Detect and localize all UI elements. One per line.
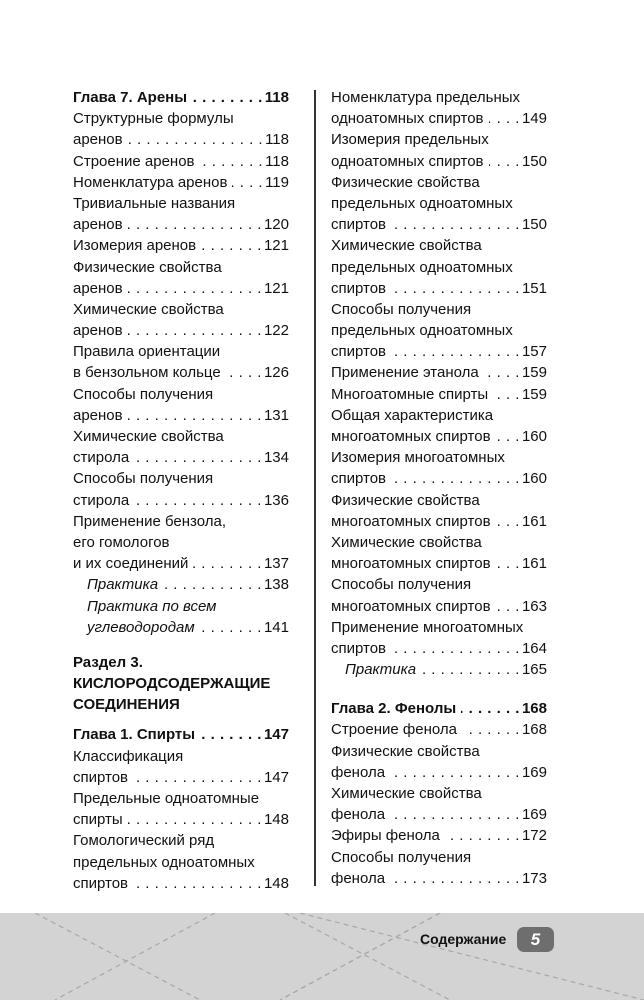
dot-leader	[461, 698, 520, 719]
entry-title: Способы получения	[331, 848, 472, 866]
page-number: 147	[263, 726, 289, 744]
toc-entry	[331, 172, 547, 236]
entry-title: Эфиры фенола	[331, 827, 440, 845]
page-number: 157	[521, 343, 547, 361]
entry-title: Многоатомные спирты	[331, 385, 489, 403]
entry-title: Глава 7. Арены	[73, 89, 188, 106]
running-head-title: Содержание	[420, 931, 507, 947]
entry-title: многоатомных спиртов	[331, 428, 491, 445]
dot-leader	[391, 638, 520, 659]
page-number: 150	[521, 152, 547, 170]
page-number: 169	[521, 763, 547, 781]
page-number: 131	[263, 406, 289, 424]
toc-line	[331, 299, 547, 320]
toc-entry	[73, 151, 289, 172]
page-number-badge: 5	[517, 927, 554, 952]
entry-title: Практика по всем	[87, 597, 217, 615]
page-number: 118	[265, 131, 289, 149]
entry-title: углеводородам	[87, 618, 195, 636]
entry-title: спиртов	[331, 279, 387, 297]
dot-leader	[489, 151, 520, 172]
page-number: 173	[521, 869, 547, 887]
entry-title: аренов	[73, 279, 123, 297]
dot-leader	[493, 384, 520, 405]
toc-entry	[73, 596, 289, 638]
toc-entry	[73, 468, 289, 510]
toc-line	[73, 193, 289, 214]
toc-entry	[73, 830, 289, 894]
toc-line	[73, 694, 289, 715]
toc-line	[73, 652, 289, 673]
toc-entry	[331, 299, 547, 363]
page-number: 161	[521, 555, 547, 573]
entry-title: одноатомных спиртов	[331, 152, 484, 170]
entry-title: Способы получения	[73, 470, 214, 488]
entry-title: Тривиальные названия	[73, 194, 236, 212]
toc-line	[331, 804, 547, 825]
toc-line	[331, 235, 547, 256]
toc-line	[331, 151, 547, 172]
entry-title: его гомологов	[73, 533, 170, 551]
page-number: 169	[521, 806, 547, 824]
toc-line	[73, 788, 289, 809]
entry-title: Правила ориентации	[73, 343, 221, 361]
toc-entry	[331, 87, 547, 129]
toc-line	[73, 426, 289, 447]
entry-title: аренов	[73, 406, 123, 424]
entry-title: Глава 1. Спирты	[73, 726, 196, 744]
page-number: 121	[263, 279, 289, 297]
toc-line	[331, 468, 547, 489]
dot-leader	[163, 574, 262, 595]
toc-line	[87, 574, 289, 595]
page-number: 120	[263, 216, 289, 234]
entry-title: Применение многоатомных	[331, 618, 524, 636]
toc-line	[331, 762, 547, 783]
entry-title: Номенклатура предельных	[331, 89, 521, 106]
dot-leader	[390, 762, 520, 783]
toc-line	[331, 405, 547, 426]
dot-leader	[391, 214, 520, 235]
entry-title: многоатомных спиртов	[331, 597, 491, 615]
spacer	[73, 638, 289, 652]
toc-line	[73, 172, 289, 193]
toc-entry	[73, 172, 289, 193]
toc-line	[73, 129, 289, 150]
toc-line	[87, 617, 289, 638]
section-heading	[73, 652, 289, 716]
toc-entry	[73, 108, 289, 150]
toc-entry	[331, 659, 547, 680]
toc-line	[73, 87, 289, 108]
entry-title: КИСЛОРОДСОДЕРЖАЩИЕ	[73, 675, 271, 693]
dot-leader	[133, 873, 262, 894]
toc-entry	[73, 257, 289, 299]
entry-title: Химические свойства	[331, 785, 482, 802]
page-number: 164	[521, 639, 547, 657]
entry-title: спиртов	[331, 216, 387, 234]
toc-line	[73, 151, 289, 172]
dot-leader	[421, 659, 520, 680]
entry-title: предельных одноатомных	[331, 194, 513, 212]
toc-line	[73, 278, 289, 299]
entry-title: Предельные одноатомные	[73, 790, 260, 807]
dot-leader	[391, 468, 520, 489]
toc-line	[331, 783, 547, 804]
toc-line	[331, 87, 547, 108]
page-number: 119	[265, 173, 289, 191]
toc-line	[331, 490, 547, 511]
toc-entry	[331, 362, 547, 383]
entry-title: Способы получения	[331, 300, 472, 318]
dot-leader	[134, 490, 262, 511]
toc-line	[345, 659, 547, 680]
toc-entry	[73, 511, 289, 575]
toc-line	[331, 362, 547, 383]
entry-title: Классификация	[73, 747, 184, 765]
toc-line	[73, 299, 289, 320]
page-number: 134	[263, 449, 289, 467]
toc-line	[331, 741, 547, 762]
toc-line	[73, 214, 289, 235]
toc-left-column	[73, 87, 289, 894]
toc-line	[73, 809, 289, 830]
dot-leader	[193, 553, 262, 574]
toc-line	[73, 830, 289, 851]
entry-title: Строение аренов	[73, 152, 195, 170]
dot-leader	[391, 341, 520, 362]
entry-title: Физические свойства	[331, 173, 480, 191]
toc-entry	[73, 341, 289, 383]
dot-leader	[200, 724, 262, 745]
toc-right-column	[331, 87, 547, 889]
entry-title: Раздел 3.	[73, 653, 143, 671]
toc-line	[73, 673, 289, 694]
page-number: 122	[263, 322, 289, 340]
page-number: 136	[263, 491, 289, 509]
entry-title: Общая характеристика	[331, 406, 494, 424]
toc-entry	[331, 719, 547, 740]
page-number: 141	[263, 618, 289, 636]
toc-entry	[73, 299, 289, 341]
toc-line	[331, 532, 547, 553]
entry-title: Строение фенола	[331, 721, 457, 739]
toc-line	[73, 341, 289, 362]
entry-title: спиртов	[73, 874, 129, 892]
page-number: 137	[263, 555, 289, 573]
toc-line	[73, 490, 289, 511]
entry-title: многоатомных спиртов	[331, 555, 491, 573]
entry-title: и их соединений	[73, 555, 189, 573]
entry-title: Изомерия предельных	[331, 131, 489, 149]
toc-line	[73, 362, 289, 383]
entry-title: Химические свойства	[73, 300, 224, 318]
page-number: 161	[521, 512, 547, 530]
dot-leader	[192, 87, 263, 108]
spacer	[331, 680, 547, 698]
toc-line	[73, 384, 289, 405]
entry-title: аренов	[73, 322, 123, 340]
toc-entry	[73, 235, 289, 256]
toc-entry	[73, 574, 289, 595]
toc-line	[331, 214, 547, 235]
entry-title: многоатомных спиртов	[331, 512, 491, 530]
toc-line	[73, 873, 289, 894]
entry-title: Глава 2. Фенолы	[331, 700, 457, 718]
entry-title: Гомологический ряд	[73, 832, 215, 850]
dot-leader	[226, 362, 262, 383]
toc-entry	[331, 825, 547, 846]
toc-entry	[73, 788, 289, 830]
entry-title: Практика	[345, 661, 417, 679]
toc-line	[73, 852, 289, 873]
entry-title: Изомерия многоатомных	[331, 449, 505, 467]
entry-title: одноатомных спиртов	[331, 110, 484, 128]
toc-line	[331, 553, 547, 574]
toc-entry	[73, 746, 289, 788]
toc-entry	[73, 426, 289, 468]
dot-leader	[200, 617, 262, 638]
page-number: 148	[263, 874, 289, 892]
toc-line	[331, 825, 547, 846]
entry-title: спиртов	[331, 470, 387, 488]
toc-entry	[73, 193, 289, 235]
dot-leader	[391, 278, 520, 299]
entry-title: Изомерия аренов	[73, 237, 197, 255]
dot-leader	[496, 553, 520, 574]
entry-title: спиртов	[73, 768, 129, 786]
toc-line	[331, 384, 547, 405]
toc-line	[73, 447, 289, 468]
dot-leader	[484, 362, 520, 383]
toc-entry	[331, 447, 547, 489]
toc-entry	[331, 574, 547, 616]
toc-line	[73, 235, 289, 256]
entry-title: Номенклатура аренов	[73, 173, 228, 191]
toc-chapter	[73, 724, 289, 745]
entry-title: аренов	[73, 131, 123, 149]
dot-leader	[489, 108, 520, 129]
toc-line	[331, 257, 547, 278]
page-number: 168	[521, 700, 547, 718]
dot-leader	[128, 129, 263, 150]
toc-line	[331, 341, 547, 362]
entry-title: Химические свойства	[73, 428, 224, 445]
entry-title: Практика	[87, 576, 159, 594]
toc-entry	[331, 532, 547, 574]
page-number: 160	[521, 428, 547, 445]
spacer	[73, 715, 289, 724]
page-number: 159	[521, 385, 547, 403]
page-number: 159	[521, 364, 547, 382]
dot-leader	[200, 151, 264, 172]
dot-leader	[201, 235, 262, 256]
page-number: 163	[521, 597, 547, 615]
dot-leader	[128, 809, 262, 830]
toc-line	[73, 532, 289, 553]
toc-line	[331, 719, 547, 740]
toc-line	[331, 617, 547, 638]
toc-line	[73, 511, 289, 532]
page-number: 126	[263, 364, 289, 382]
entry-title: Химические свойства	[331, 237, 482, 255]
entry-title: СОЕДИНЕНИЯ	[73, 696, 180, 714]
entry-title: стирола	[73, 449, 130, 467]
toc-line	[73, 405, 289, 426]
toc-line	[87, 596, 289, 617]
page-number: 121	[263, 237, 289, 255]
entry-title: Структурные формулы	[73, 110, 234, 128]
dot-leader	[496, 511, 520, 532]
toc-entry	[331, 235, 547, 299]
toc-entry	[331, 617, 547, 659]
page-number: 147	[263, 768, 289, 786]
page-number: 148	[263, 811, 289, 829]
toc-line	[73, 724, 289, 745]
entry-title: фенола	[331, 763, 386, 781]
entry-title: Способы получения	[73, 385, 214, 403]
page-number: 151	[521, 279, 547, 297]
toc-entry	[331, 741, 547, 783]
entry-title: фенола	[331, 869, 386, 887]
toc-line	[331, 698, 547, 719]
entry-title: Химические свойства	[331, 533, 482, 551]
entry-title: Физические свойства	[73, 258, 222, 276]
toc-line	[331, 868, 547, 889]
toc-entry	[331, 129, 547, 171]
toc-line	[331, 847, 547, 868]
dot-leader	[496, 596, 520, 617]
toc-line	[331, 447, 547, 468]
page-number: 118	[265, 152, 289, 170]
entry-title: спирты	[73, 811, 123, 829]
dot-leader	[390, 804, 520, 825]
entry-title: фенола	[331, 806, 386, 824]
toc-line	[331, 511, 547, 532]
dot-leader	[134, 447, 262, 468]
toc-entry	[331, 490, 547, 532]
toc-line	[331, 426, 547, 447]
toc-chapter	[73, 87, 289, 108]
toc-entry	[331, 783, 547, 825]
dot-leader	[128, 278, 262, 299]
toc-line	[73, 767, 289, 788]
toc-line	[73, 108, 289, 129]
toc-entry	[331, 405, 547, 447]
toc-line	[331, 108, 547, 129]
toc-line	[331, 638, 547, 659]
dot-leader	[445, 825, 520, 846]
page-number: 160	[521, 470, 547, 488]
page-number: 172	[521, 827, 547, 845]
entry-title: Физические свойства	[331, 742, 480, 760]
dot-leader	[128, 214, 262, 235]
toc-line	[331, 172, 547, 193]
toc-line	[73, 320, 289, 341]
dot-leader	[128, 320, 262, 341]
entry-title: спиртов	[331, 639, 387, 657]
page-footer	[0, 913, 644, 1000]
entry-title: предельных одноатомных	[73, 853, 255, 871]
toc-line	[73, 746, 289, 767]
entry-title: в бензольном кольце	[73, 364, 221, 382]
toc-chapter	[331, 698, 547, 719]
toc-entry	[73, 384, 289, 426]
dot-leader	[133, 767, 262, 788]
toc-line	[331, 574, 547, 595]
dot-leader	[390, 868, 520, 889]
page-number: 118	[264, 89, 289, 106]
entry-title: стирола	[73, 491, 130, 509]
entry-title: Способы получения	[331, 576, 472, 594]
toc-entry	[331, 847, 547, 889]
entry-title: аренов	[73, 216, 123, 234]
toc-line	[331, 193, 547, 214]
page-number: 150	[521, 216, 547, 234]
dot-leader	[462, 719, 520, 740]
toc-line	[331, 129, 547, 150]
toc-line	[331, 278, 547, 299]
page-number: 165	[521, 661, 547, 679]
toc-line	[73, 553, 289, 574]
page-number: 168	[521, 721, 547, 739]
entry-title: предельных одноатомных	[331, 322, 513, 340]
entry-title: спиртов	[331, 343, 387, 361]
dot-leader	[232, 172, 263, 193]
entry-title: Физические свойства	[331, 491, 480, 509]
toc-line	[73, 468, 289, 489]
entry-title: Применение бензола,	[73, 512, 226, 530]
page-number: 149	[521, 110, 547, 128]
entry-title: Применение этанола	[331, 364, 479, 382]
toc-line	[331, 596, 547, 617]
column-divider	[314, 90, 316, 886]
toc-line	[331, 320, 547, 341]
dot-leader	[496, 426, 520, 447]
toc-line	[73, 257, 289, 278]
toc-entry	[331, 384, 547, 405]
dot-leader	[128, 405, 262, 426]
page-number: 138	[263, 576, 289, 594]
entry-title: предельных одноатомных	[331, 258, 513, 276]
